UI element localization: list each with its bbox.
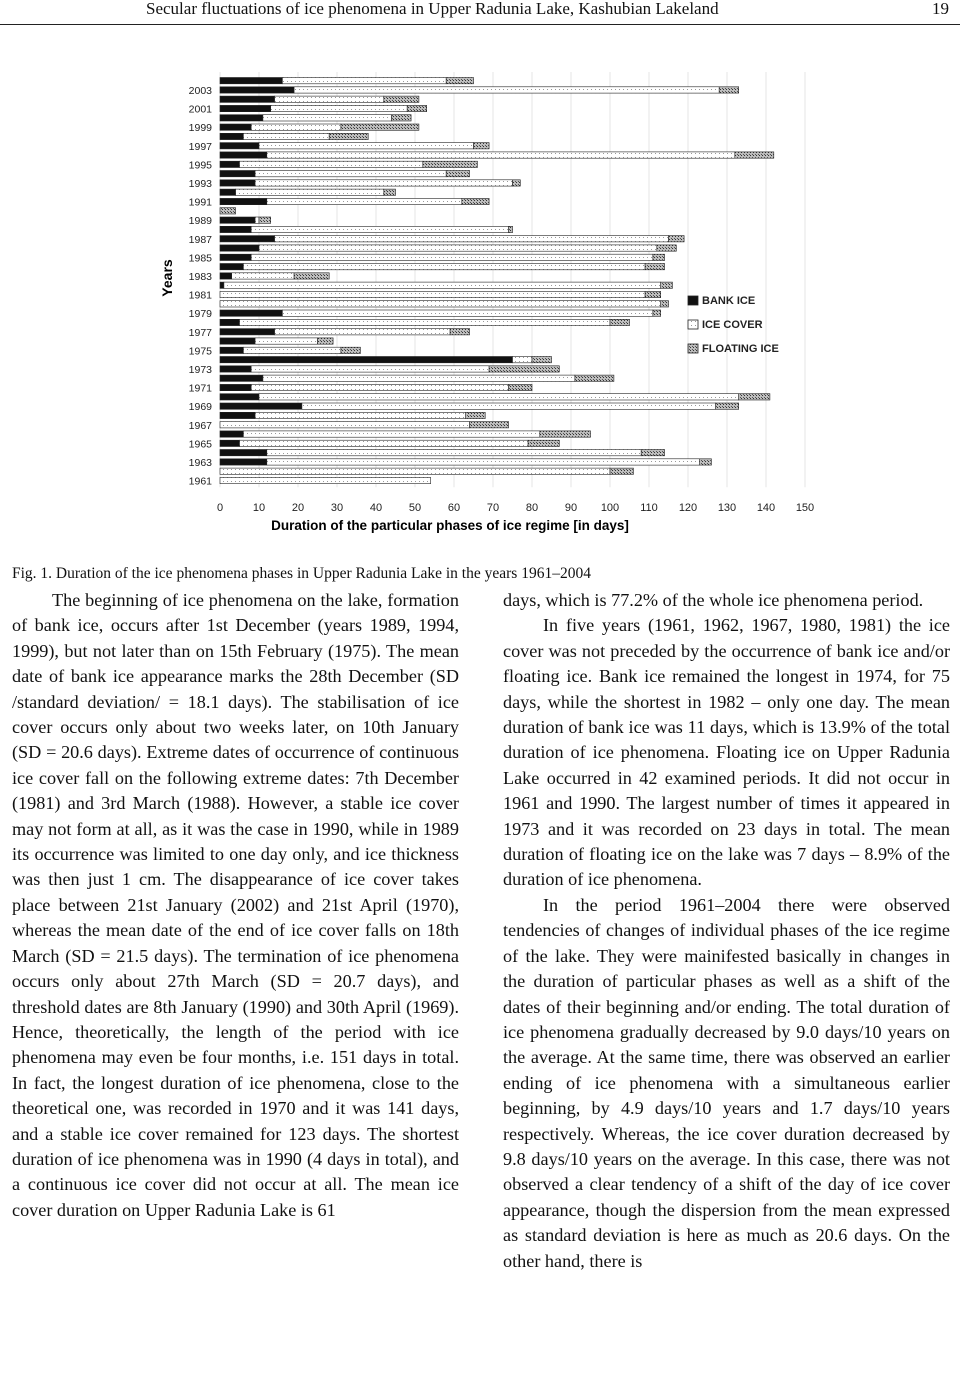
floating-ice-bar (446, 171, 469, 177)
ice-cover-bar (275, 329, 451, 335)
floating-ice-bar (715, 403, 738, 409)
ice-cover-bar (236, 189, 384, 195)
paragraph: In five years (1961, 1962, 1967, 1980, 1981) the ice cover was not preceded by the occurrence of bank ice and/or floating ice. Bank ice remained the longest in 1974, for 75 days, while the shortest in 1982 – only one day. The mean duration of bank ice was 11 days, which is 13.9% of the total duration of ice phenomena. Floating ice on Upper Radunia Lake occurred in 42 examined periods. It did not occur in 1961 and 1990. The largest number of times it appeared in 1973 and it was recorded on 23 days in total. The mean duration of floating ice on the lake was 7 days – 8.9% of the duration of ice phenomena. (503, 615, 950, 890)
ice-cover-bar (267, 459, 700, 465)
ice-cover-bar (267, 152, 735, 158)
floating-ice-bar (329, 133, 368, 139)
bank-ice-bar (220, 198, 267, 204)
ice-cover-bar (271, 105, 408, 111)
legend-swatch (688, 296, 698, 305)
bank-ice-bar (220, 124, 251, 130)
ice-cover-bar (220, 468, 610, 474)
ice-cover-bar (255, 217, 259, 223)
y-tick-label: 1981 (188, 289, 212, 302)
y-tick-label: 1973 (188, 363, 212, 376)
x-tick-label: 50 (408, 502, 422, 515)
x-tick-label: 10 (252, 502, 266, 515)
ice-cover-bar (275, 96, 384, 102)
bank-ice-bar (220, 282, 224, 288)
paragraph: The beginning of ice phenomena on the lake, formation of bank ice, occurs after 1st December (years 1989, 1994, 1999), but not later than on 15th February (1975). The mean date of bank ice appearance marks the 28th December (SD /standard deviation/ = 18.1 days). The stabilisation of ice cover occurs only about two weeks later, on 10th January (SD = 20.6 days). Extreme dates of occurrence of continuous ice cover fall on the following extreme dates: 7th December (1981) and 3rd March (1988). However, a stable ice cover may not form at all, as it was the case in 1990, while in 1989 its occurrence was limited to one day only, and ice thickness was then just 1 cm. The disappearance of ice cover takes place between 21st January (2002) and 21st April (1970), whereas the mean date of the end of ice cover falls on 18th March (SD = 21.5 days). The termination of ice phenomena occurs only about 27th March (SD = 20.7 days), and threshold dates are 8th January (1990) and 30th April (1969). Hence, theoretically, the length of the period with ice phenomena may even be four months, i.e. 151 days in total. In fact, the longest duration of ice phenomena, close to the theoretical one, was recorded in 1970 and it was 141 days, and a stable ice cover remained for 123 days. The shortest duration of ice phenomena was in 1990 (4 days in total), and a continuous ice cover did not occur at all. The mean ice cover duration on Upper Radunia Lake is 61 (12, 590, 459, 1220)
floating-ice-bar (450, 329, 470, 335)
x-tick-label: 90 (564, 502, 578, 515)
ice-cover-bar (220, 477, 431, 483)
bank-ice-bar (220, 105, 271, 111)
ice-cover-bar (220, 291, 645, 297)
x-tick-label: 110 (640, 502, 658, 515)
bank-ice-bar (220, 450, 267, 456)
y-tick-label: 2001 (188, 103, 212, 116)
x-tick-label: 120 (678, 502, 698, 515)
floating-ice-bar (384, 96, 419, 102)
x-tick-label: 80 (525, 502, 539, 515)
ice-cover-bar (255, 412, 466, 418)
legend-label: FLOATING ICE (702, 343, 779, 355)
y-tick-label: 1979 (188, 308, 212, 321)
x-tick-label: 20 (291, 502, 305, 515)
y-tick-label: 1963 (188, 456, 212, 469)
floating-ice-bar (540, 431, 591, 437)
running-title: Secular fluctuations of ice phenomena in Upper Radunia Lake, Kashubian Lakeland (146, 0, 719, 18)
floating-ice-bar (575, 375, 614, 381)
y-tick-label: 1969 (188, 401, 212, 414)
x-tick-label: 130 (717, 502, 737, 515)
floating-ice-bar (610, 468, 633, 474)
bank-ice-bar (220, 412, 255, 418)
floating-ice-bar (653, 310, 661, 316)
legend-swatch (688, 344, 698, 353)
floating-ice-bar (509, 226, 513, 232)
floating-ice-bar (509, 384, 532, 390)
floating-ice-bar (294, 273, 329, 279)
body-column-left (12, 588, 459, 1223)
floating-ice-bar (735, 152, 774, 158)
x-tick-label: 40 (369, 502, 383, 515)
ice-cover-bar (263, 375, 575, 381)
floating-ice-bar (700, 459, 712, 465)
legend-label: BANK ICE (702, 295, 756, 307)
y-tick-label: 1961 (188, 475, 212, 488)
ice-cover-bar (282, 310, 653, 316)
ice-cover-bar (251, 384, 508, 390)
ice-cover-bar (220, 301, 661, 307)
floating-ice-bar (669, 236, 685, 242)
ice-cover-bar (240, 319, 611, 325)
floating-ice-bar (392, 115, 412, 121)
bank-ice-bar (220, 236, 275, 242)
floating-ice-bar (470, 422, 509, 428)
floating-ice-bar (739, 394, 770, 400)
floating-ice-bar (528, 440, 559, 446)
floating-ice-bar (341, 347, 361, 353)
x-tick-label: 150 (795, 502, 815, 515)
ice-cover-bar (255, 338, 317, 344)
bank-ice-bar (220, 431, 243, 437)
floating-ice-bar (423, 161, 478, 167)
y-tick-label: 1999 (188, 122, 212, 135)
x-tick-label: 70 (486, 502, 500, 515)
bank-ice-bar (220, 403, 302, 409)
floating-ice-bar (384, 189, 396, 195)
y-tick-label: 1965 (188, 438, 212, 451)
legend-swatch (688, 320, 698, 329)
ice-cover-bar (275, 236, 669, 242)
running-header (0, 0, 960, 25)
bank-ice-bar (220, 440, 240, 446)
paragraph: In the period 1961–2004 there were observed tendencies of changes of individual phases of the ice regime of the lake. They were mainifested basically in changes in the duration of particular phases as well as a shift of the dates of their beginning and/or ending. The total duration of ice phenomena gradually decreased by 9.0 days/10 years on the average. At the same time, there was observed an earlier ending of ice phenomena with a simultaneous earlier beginning, by 4.9 days/10 years and 1.7 days/10 years respectively. Whereas, the ice cover duration decreased by 9.8 days/10 years on the average. In this case, there was not observed a clear tendency of a shift of the day of ice cover appearance, though the dispersion from the mean expressed as standard deviation is here as much as 20.6 days. On the other hand, there is (503, 894, 950, 1271)
bank-ice-bar (220, 273, 232, 279)
bank-ice-bar (220, 338, 255, 344)
bank-ice-bar (220, 171, 255, 177)
ice-cover-bar (240, 161, 423, 167)
floating-ice-bar (318, 338, 334, 344)
ice-cover-bar (251, 124, 341, 130)
floating-ice-bar (489, 366, 559, 372)
ice-cover-bar (243, 347, 341, 353)
y-axis-title: Years (159, 259, 175, 297)
floating-ice-bar (645, 264, 665, 270)
x-tick-label: 30 (330, 502, 344, 515)
ice-cover-bar (282, 78, 446, 84)
bank-ice-bar (220, 217, 255, 223)
ice-cover-bar (259, 245, 657, 251)
floating-ice-bar (641, 450, 664, 456)
ice-cover-bar (220, 422, 470, 428)
floating-ice-bar (474, 143, 490, 149)
floating-ice-bar (341, 124, 419, 130)
floating-ice-bar (610, 319, 630, 325)
ice-cover-bar (251, 366, 489, 372)
bank-ice-bar (220, 357, 513, 363)
bank-ice-bar (220, 78, 282, 84)
bank-ice-bar (220, 459, 267, 465)
floating-ice-bar (462, 198, 489, 204)
bank-ice-bar (220, 394, 259, 400)
bank-ice-bar (220, 254, 251, 260)
floating-ice-bar (407, 105, 427, 111)
ice-cover-bar (232, 273, 294, 279)
floating-ice-bar (719, 87, 739, 93)
bank-ice-bar (220, 245, 259, 251)
floating-ice-bar (513, 180, 521, 186)
ice-cover-bar (259, 143, 474, 149)
y-tick-label: 1997 (188, 140, 212, 153)
floating-ice-bar (446, 78, 473, 84)
floating-ice-bar (661, 301, 669, 307)
bank-ice-bar (220, 143, 259, 149)
x-tick-labels (217, 502, 814, 514)
y-tick-label: 1985 (188, 252, 212, 265)
ice-cover-bar (513, 357, 533, 363)
x-tick-label: 100 (600, 502, 620, 515)
page-number: 19 (932, 0, 949, 18)
x-tick-label: 60 (447, 502, 461, 515)
bank-ice-bar (220, 87, 294, 93)
ice-cover-bar (302, 403, 715, 409)
bank-ice-bar (220, 384, 251, 390)
floating-ice-bar (259, 217, 271, 223)
chart-legend (688, 295, 779, 355)
y-tick-label: 1991 (188, 196, 212, 209)
bank-ice-bar (220, 264, 243, 270)
ice-cover-bar (224, 282, 661, 288)
y-tick-label: 2003 (188, 84, 212, 97)
x-tick-label: 0 (216, 502, 224, 515)
floating-ice-bar (661, 282, 673, 288)
ice-cover-bar (251, 254, 653, 260)
bank-ice-bar (220, 375, 263, 381)
ice-cover-bar (243, 133, 329, 139)
y-tick-label: 1989 (188, 215, 212, 228)
ice-cover-bar (251, 226, 508, 232)
bank-ice-bar (220, 161, 240, 167)
bank-ice-bar (220, 180, 255, 186)
ice-cover-bar (243, 431, 539, 437)
ice-cover-bar (243, 264, 645, 270)
ice-cover-bar (263, 115, 392, 121)
body-column-right (503, 588, 950, 1274)
floating-ice-bar (220, 208, 236, 214)
bank-ice-bar (220, 189, 236, 195)
y-tick-label: 1971 (188, 382, 212, 395)
bank-ice-bar (220, 329, 275, 335)
y-tick-label: 1993 (188, 177, 212, 190)
y-tick-label: 1987 (188, 233, 212, 246)
x-axis-title: Duration of the particular phases of ice regime [in days] (271, 518, 629, 533)
bank-ice-bar (220, 152, 267, 158)
y-tick-label: 1983 (188, 270, 212, 283)
figure-caption: Fig. 1. Duration of the ice phenomena phases in Upper Radunia Lake in the years 1961–2004 (12, 565, 591, 582)
ice-cover-bar (259, 394, 739, 400)
bank-ice-bar (220, 347, 243, 353)
legend-label: ICE COVER (702, 319, 763, 331)
y-tick-label: 1977 (188, 326, 212, 339)
ice-cover-bar (255, 180, 512, 186)
x-tick-label: 140 (756, 502, 776, 515)
bank-ice-bar (220, 366, 251, 372)
ice-cover-bar (267, 198, 462, 204)
ice-phases-chart (150, 68, 830, 538)
bank-ice-bar (220, 310, 282, 316)
paragraph: days, which is 77.2% of the whole ice phenomena period. (503, 590, 924, 610)
y-tick-label: 1995 (188, 159, 212, 172)
bank-ice-bar (220, 319, 240, 325)
bank-ice-bar (220, 226, 251, 232)
y-tick-labels (189, 85, 213, 488)
floating-ice-bar (466, 412, 486, 418)
bank-ice-bar (220, 133, 243, 139)
floating-ice-bar (532, 357, 552, 363)
y-tick-label: 1975 (188, 345, 212, 358)
floating-ice-bar (653, 254, 665, 260)
bank-ice-bar (220, 115, 263, 121)
bars (220, 78, 774, 484)
floating-ice-bar (645, 291, 661, 297)
ice-cover-bar (294, 87, 719, 93)
bank-ice-bar (220, 96, 275, 102)
ice-cover-bar (240, 440, 529, 446)
floating-ice-bar (657, 245, 677, 251)
y-tick-label: 1967 (188, 419, 212, 432)
ice-cover-bar (255, 171, 446, 177)
ice-cover-bar (267, 450, 641, 456)
